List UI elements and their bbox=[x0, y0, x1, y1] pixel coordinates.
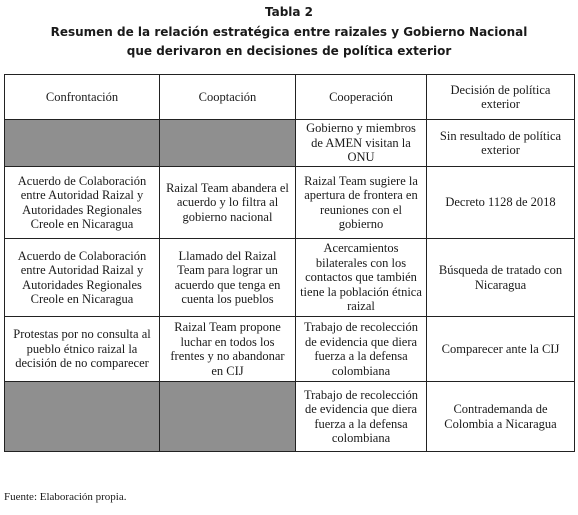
table-cell: Búsqueda de tratado con Nicaragua bbox=[427, 239, 575, 317]
table-cell: Acuerdo de Colaboración entre Autoridad Raizal y Autoridades Regionales Creole en Nicaragua bbox=[5, 239, 160, 317]
empty-shaded-cell bbox=[160, 120, 296, 167]
table-cell: Sin resultado de política exterior bbox=[427, 120, 575, 167]
table-cell: Raizal Team abandera el acuerdo y lo filtra al gobierno nacional bbox=[160, 167, 296, 239]
empty-shaded-cell bbox=[160, 382, 296, 452]
table-row bbox=[5, 167, 575, 239]
table-cell: Contrademanda de Colombia a Nicaragua bbox=[427, 382, 575, 452]
table-cell: Llamado del Raizal Team para lograr un acuerdo que tenga en cuenta los pueblos bbox=[160, 239, 296, 317]
table-caption bbox=[0, 3, 578, 62]
empty-shaded-cell bbox=[5, 382, 160, 452]
table-cell: Acercamientos bilaterales con los contactos que también tiene la población étnica raizal bbox=[296, 239, 427, 317]
table-cell: Gobierno y miembros de AMEN visitan la ONU bbox=[296, 120, 427, 167]
source-note: Fuente: Elaboración propia. bbox=[4, 491, 127, 503]
strategic-relations-table bbox=[4, 74, 575, 452]
table-cell: Comparecer ante la CIJ bbox=[427, 317, 575, 382]
table-cell: Trabajo de recolección de evidencia que diera fuerza a la defensa colombiana bbox=[296, 317, 427, 382]
table-row bbox=[5, 239, 575, 317]
header-cooperacion: Cooperación bbox=[296, 75, 427, 120]
table-row bbox=[5, 120, 575, 167]
header-confrontacion: Confrontación bbox=[5, 75, 160, 120]
table-title-line-2: que derivaron en decisiones de política exterior bbox=[126, 44, 452, 58]
empty-shaded-cell bbox=[5, 120, 160, 167]
table-title-line-1: Resumen de la relación estratégica entre raizales y Gobierno Nacional bbox=[50, 24, 528, 39]
header-decision-politica-exterior: Decisión de política exterior bbox=[427, 75, 575, 120]
header-cooptacion: Cooptación bbox=[160, 75, 296, 120]
table-row bbox=[5, 317, 575, 382]
table-cell: Trabajo de recolección de evidencia que diera fuerza a la defensa colombiana bbox=[296, 382, 427, 452]
table-cell: Decreto 1128 de 2018 bbox=[427, 167, 575, 239]
table-row bbox=[5, 382, 575, 452]
table-cell: Raizal Team sugiere la apertura de frontera en reuniones con el gobierno bbox=[296, 167, 427, 239]
table-cell: Protestas por no consulta al pueblo étnico raizal la decisión de no comparecer bbox=[5, 317, 160, 382]
header-row bbox=[5, 75, 575, 120]
table-cell: Acuerdo de Colaboración entre Autoridad Raizal y Autoridades Regionales Creole en Nicaragua bbox=[5, 167, 160, 239]
table-number: Tabla 2 bbox=[264, 5, 314, 19]
table-cell: Raizal Team propone luchar en todos los frentes y no abandonar en CIJ bbox=[160, 317, 296, 382]
